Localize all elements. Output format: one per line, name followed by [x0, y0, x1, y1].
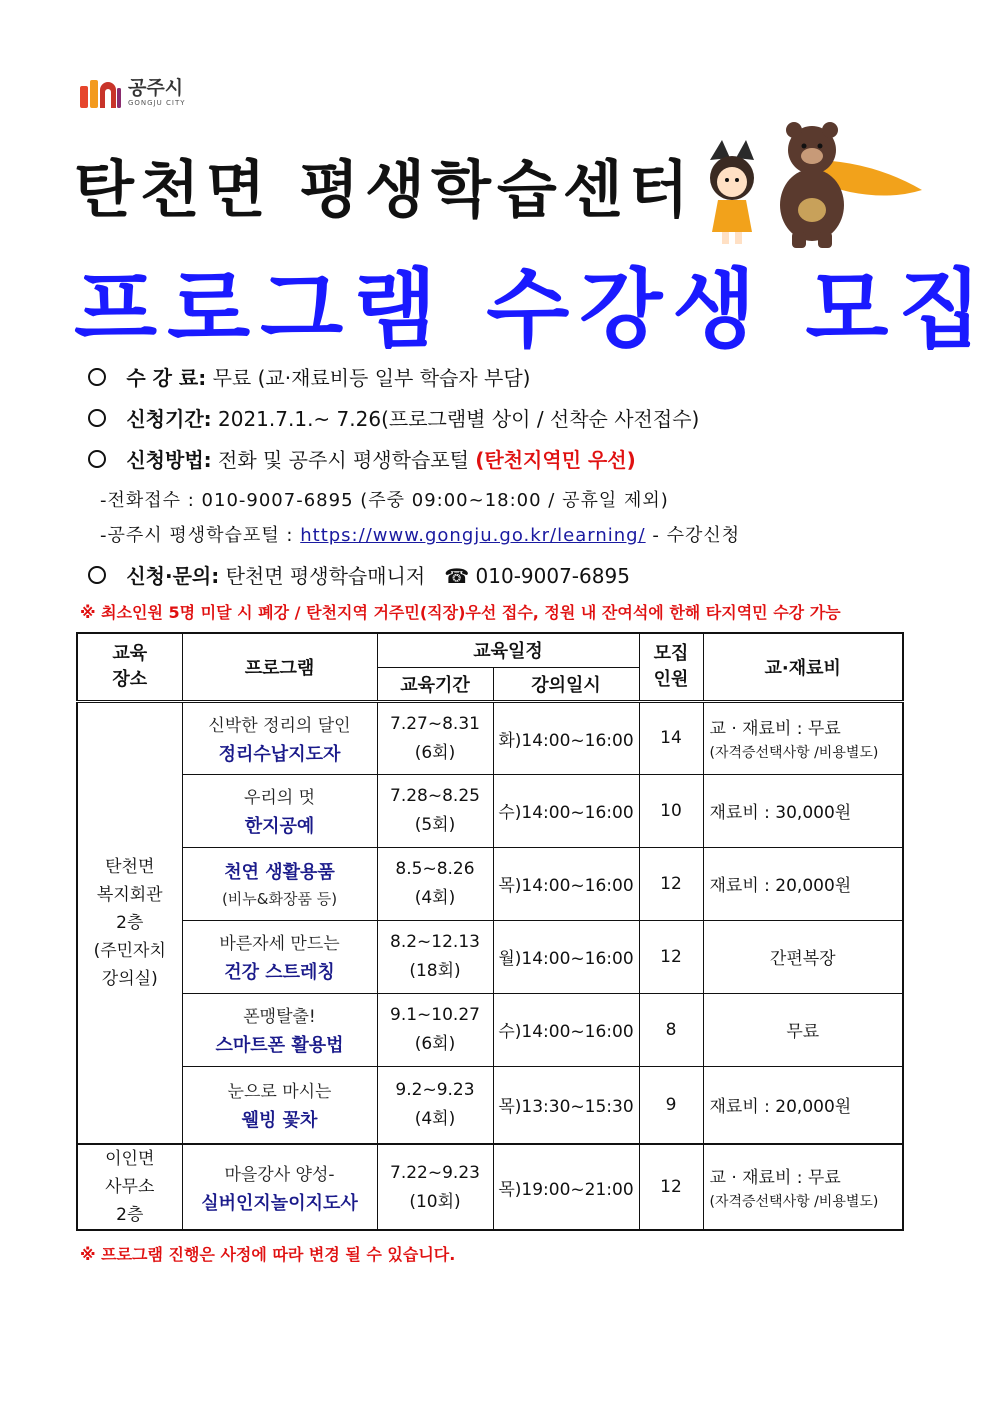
period-cell: 8.2~12.13 (18회) [377, 920, 493, 993]
inquiry-phone: ☎ 010-9007-6895 [444, 564, 630, 588]
fee-cell: 재료비 : 20,000원 [703, 847, 903, 920]
info-period [88, 403, 699, 432]
page-title-center: 탄천면 평생학습센터 [74, 153, 695, 226]
circle-bullet-icon [88, 450, 106, 468]
program-cell: 우리의 멋 한지공예 [182, 774, 377, 847]
method-label: 신청방법: [126, 448, 212, 472]
program-cell: 천연 생활용품 (비누&화장품 등) [182, 847, 377, 920]
mascot-illustration [700, 120, 925, 250]
table-row [77, 774, 903, 847]
capacity-cell: 9 [639, 1066, 703, 1144]
portal-prefix: -공주시 평생학습포털 : [100, 525, 294, 546]
fee-cell: 교 · 재료비 : 무료 (자격증선택사항 /비용별도) [703, 701, 903, 774]
fee-cell: 무료 [703, 993, 903, 1066]
info-inquiry [88, 560, 630, 589]
portal-link[interactable]: https://www.gongju.go.kr/learning/ [300, 525, 646, 546]
place-line: 2층 [116, 1205, 144, 1225]
time-cell: 수)14:00~16:00 [493, 993, 639, 1066]
logo-name-ko: 공주시 [128, 77, 184, 99]
place-line: (주민자치 [93, 940, 166, 961]
period-value: 2021.7.1.~ 7.26(프로그램별 상이 / 선착순 사전접수) [218, 407, 700, 431]
header-fee: 교·재료비 [703, 633, 903, 701]
method-value: 전화 및 공주시 평생학습포털 [218, 448, 469, 472]
place-line: 복지회관 [96, 884, 163, 905]
period-cell: 7.22~9.23 (10회) [377, 1144, 493, 1230]
program-cell: 눈으로 마시는 웰빙 꽃차 [182, 1066, 377, 1144]
info-fee [88, 362, 530, 391]
logo-name-en: GONGJU CITY [128, 99, 186, 107]
place-line: 사무소 [105, 1177, 155, 1197]
phone-apply-line: -전화접수 : 010-9007-6895 (주중 09:00~18:00 / 공휴일 제외) [100, 490, 669, 511]
capacity-cell: 14 [639, 701, 703, 774]
method-priority: (탄천지역민 우선) [475, 448, 636, 472]
capacity-cell: 12 [639, 847, 703, 920]
header-program: 프로그램 [182, 633, 377, 701]
circle-bullet-icon [88, 409, 106, 427]
time-cell: 월)14:00~16:00 [493, 920, 639, 993]
table-row [77, 701, 903, 774]
header-time: 강의일시 [493, 667, 639, 701]
fee-cell: 재료비 : 20,000원 [703, 1066, 903, 1144]
fee-label: 수 강 료: [126, 366, 207, 390]
fee-cell: 재료비 : 30,000원 [703, 774, 903, 847]
portal-apply-line [100, 521, 740, 547]
time-cell: 목)13:30~15:30 [493, 1066, 639, 1144]
page-title-recruit: 프로그램 수강생 모집 [74, 260, 992, 360]
table-row [77, 920, 903, 993]
period-cell: 9.1~10.27 (6회) [377, 993, 493, 1066]
capacity-cell: 10 [639, 774, 703, 847]
program-cell: 바른자세 만드는 건강 스트레칭 [182, 920, 377, 993]
period-cell: 7.27~8.31 (6회) [377, 701, 493, 774]
place-cell-iin [77, 1144, 182, 1230]
circle-bullet-icon [88, 368, 106, 386]
notice-bottom: ※ 프로그램 진행은 사정에 따라 변경 될 수 있습니다. [80, 1245, 456, 1264]
header-period: 교육기간 [377, 667, 493, 701]
period-label: 신청기간: [126, 407, 212, 431]
place-line: 이인면 [105, 1149, 155, 1169]
gongju-logo [78, 76, 186, 110]
table-row [77, 847, 903, 920]
portal-suffix: - 수강신청 [652, 525, 741, 546]
time-cell: 수)14:00~16:00 [493, 774, 639, 847]
table-row [77, 1066, 903, 1144]
fee-cell: 교 · 재료비 : 무료 (자격증선택사항 /비용별도) [703, 1144, 903, 1230]
place-line: 탄천면 [105, 856, 155, 877]
period-cell: 7.28~8.25 (5회) [377, 774, 493, 847]
fee-cell: 간편복장 [703, 920, 903, 993]
table-row [77, 993, 903, 1066]
header-capacity: 모집 인원 [639, 633, 703, 701]
program-cell: 마을강사 양성- 실버인지놀이지도사 [182, 1144, 377, 1230]
notice-top: ※ 최소인원 5명 미달 시 폐강 / 탄천지역 거주민(직장)우선 접수, 정원 내 잔여석에 한해 타지역민 수강 가능 [80, 603, 841, 622]
time-cell: 화)14:00~16:00 [493, 701, 639, 774]
header-schedule: 교육일정 [377, 633, 639, 667]
inquiry-label: 신청·문의: [126, 564, 220, 588]
capacity-cell: 12 [639, 1144, 703, 1230]
inquiry-value: 탄천면 평생학습매니저 [225, 564, 426, 588]
program-table [76, 632, 904, 1231]
place-line: 2층 [116, 912, 144, 933]
capacity-cell: 8 [639, 993, 703, 1066]
header-place: 교육 장소 [77, 633, 182, 701]
info-method [88, 444, 636, 473]
period-cell: 9.2~9.23 (4회) [377, 1066, 493, 1144]
time-cell: 목)14:00~16:00 [493, 847, 639, 920]
time-cell: 목)19:00~21:00 [493, 1144, 639, 1230]
fee-value: 무료 (교·재료비등 일부 학습자 부담) [212, 366, 531, 390]
program-cell: 신박한 정리의 달인 정리수납지도자 [182, 701, 377, 774]
place-line: 강의실) [101, 968, 158, 989]
program-cell: 폰맹탈출! 스마트폰 활용법 [182, 993, 377, 1066]
period-cell: 8.5~8.26 (4회) [377, 847, 493, 920]
circle-bullet-icon [88, 566, 106, 584]
table-row [77, 1144, 903, 1230]
place-cell-tancheon [77, 701, 182, 1144]
gongju-logo-icon [78, 76, 122, 110]
capacity-cell: 12 [639, 920, 703, 993]
